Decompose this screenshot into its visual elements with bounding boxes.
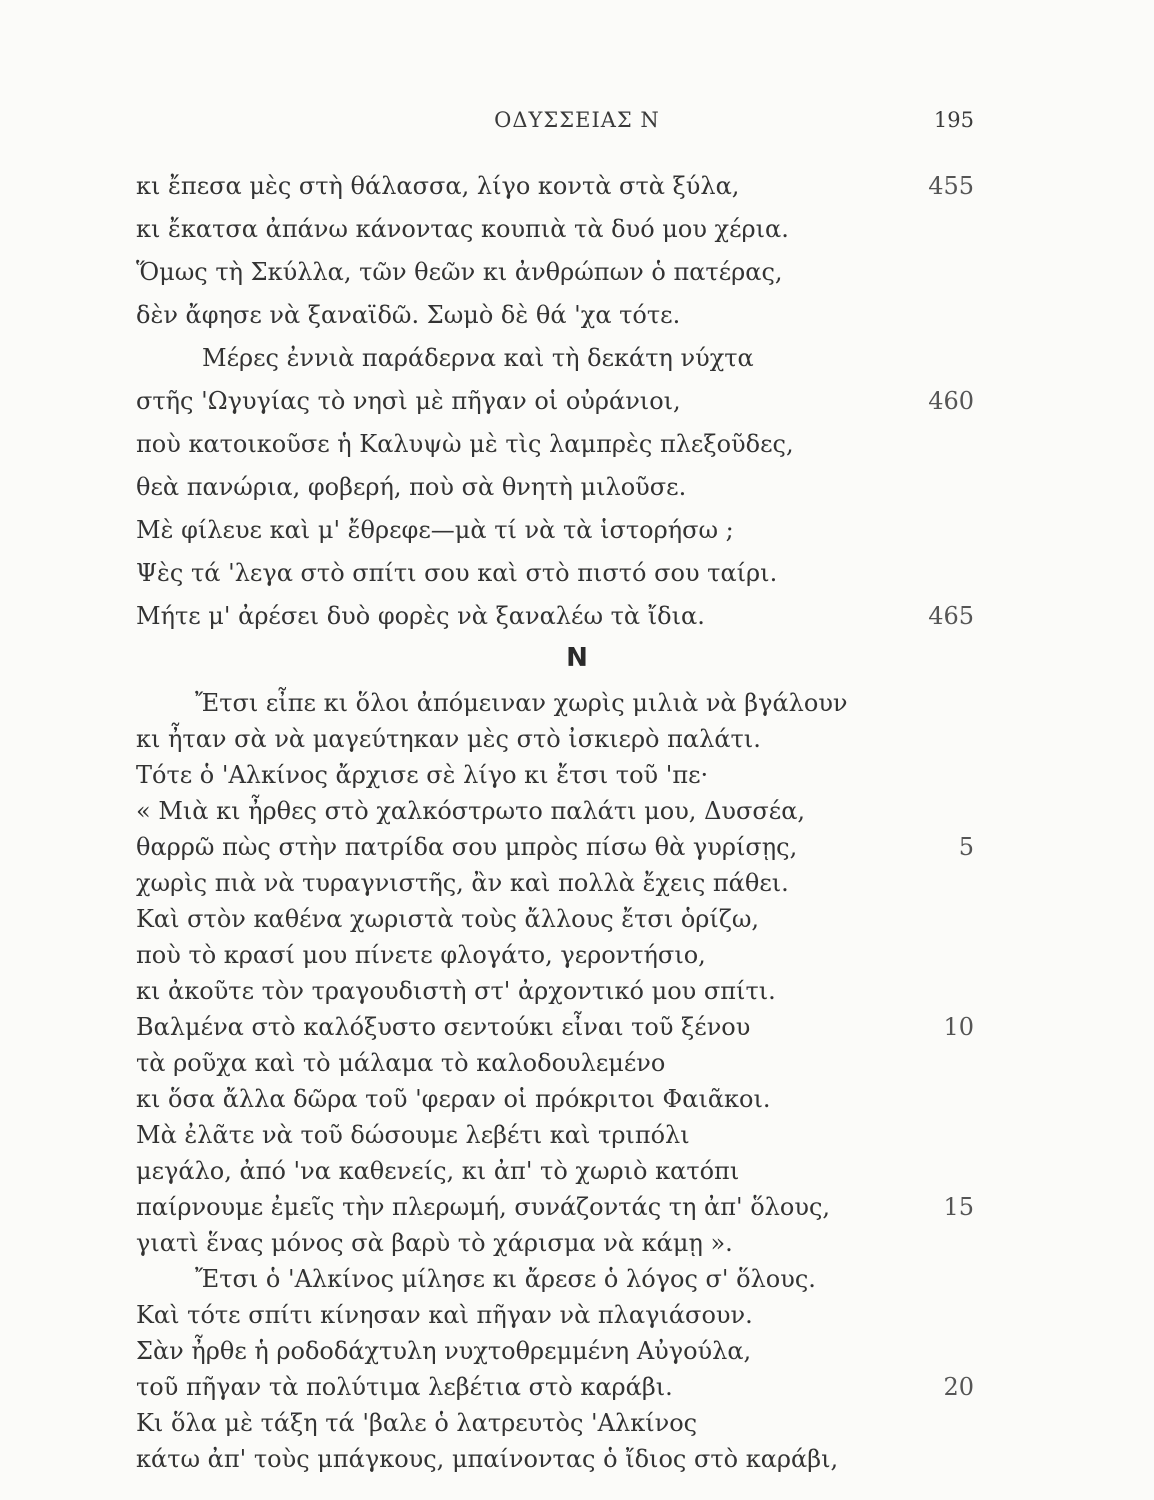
- verse-line: Βαλμένα στὸ καλόξυστο σεντούκι εἶναι τοῦ ξένου: [136, 1013, 751, 1041]
- verse-line: Ἔτσι εἶπε κι ὅλοι ἀπόμειναν χωρὶς μιλιὰ νὰ βγάλουν: [195, 689, 848, 717]
- verse-line: χωρὶς πιὰ νὰ τυραγνιστῆς, ἂν καὶ πολλὰ ἔχεις πάθει.: [136, 869, 789, 897]
- verse-line: δὲν ἄφησε νὰ ξαναϊδῶ. Σωμὸ δὲ θά 'χα τότε.: [136, 301, 681, 329]
- verse-line: μεγάλο, ἀπό 'να καθενείς, κι ἀπ' τὸ χωριὸ κατόπι: [136, 1157, 740, 1185]
- verse-line: ποὺ κατοικοῦσε ἡ Καλυψὼ μὲ τὶς λαμπρὲς πλεξοῦδες,: [136, 430, 794, 458]
- page-number: 195: [933, 108, 974, 132]
- verse-line: γιατὶ ἕνας μόνος σὰ βαρὺ τὸ χάρισμα νὰ κάμῃ ».: [136, 1229, 733, 1257]
- verse-line: Καὶ τότε σπίτι κίνησαν καὶ πῆγαν νὰ πλαγιάσουν.: [136, 1301, 753, 1329]
- verse-line: θεὰ πανώρια, φοβερή, ποὺ σὰ θνητὴ μιλοῦσε.: [136, 473, 687, 501]
- line-number: 5: [958, 833, 974, 861]
- verse-line: Κι ὅλα μὲ τάξη τά 'βαλε ὁ λατρευτὸς 'Αλκίνος: [136, 1409, 698, 1437]
- line-number: 10: [943, 1013, 974, 1041]
- verse-line: κι ὅσα ἄλλα δῶρα τοῦ 'φεραν οἱ πρόκριτοι Φαιᾶκοι.: [136, 1085, 771, 1113]
- line-number: 455: [928, 172, 974, 200]
- verse-line: στῆς 'Ωγυγίας τὸ νησὶ μὲ πῆγαν οἱ οὐράνιοι,: [136, 387, 681, 415]
- verse-line: τοῦ πῆγαν τὰ πολύτιμα λεβέτια στὸ καράβι.: [136, 1373, 673, 1401]
- verse-line: Ἔτσι ὁ 'Αλκίνος μίλησε κι ἄρεσε ὁ λόγος σ' ὅλους.: [195, 1265, 816, 1293]
- verse-line: Τότε ὁ 'Αλκίνος ἄρχισε σὲ λίγο κι ἔτσι τοῦ 'πε·: [136, 761, 709, 789]
- verse-line: Ὅμως τὴ Σκύλλα, τῶν θεῶν κι ἀνθρώπων ὁ πατέρας,: [136, 258, 783, 286]
- verse-line: Μὲ φίλευε καὶ μ' ἔθρεφε—μὰ τί νὰ τὰ ἱστορήσω ;: [136, 516, 734, 544]
- verse-line: Μήτε μ' ἀρέσει δυὸ φορὲς νὰ ξαναλέω τὰ ἴδια.: [136, 602, 705, 630]
- line-number: 465: [928, 602, 974, 630]
- verse-line: Καὶ στὸν καθένα χωριστὰ τοὺς ἄλλους ἔτσι ὁρίζω,: [136, 905, 760, 933]
- verse-line: κι ἔκατσα ἀπάνω κάνοντας κουπιὰ τὰ δυό μου χέρια.: [136, 215, 789, 243]
- line-number: 15: [943, 1193, 974, 1221]
- running-header-title: ΟΔΥΣΣΕΙΑΣ Ν: [494, 108, 660, 132]
- verse-line: κι ἀκοῦτε τὸν τραγουδιστὴ στ' ἀρχοντικό μου σπίτι.: [136, 977, 776, 1005]
- verse-line: ποὺ τὸ κρασί μου πίνετε φλογάτο, γεροντήσιο,: [136, 941, 706, 969]
- verse-line: κι ἦταν σὰ νὰ μαγεύτηκαν μὲς στὸ ἰσκιερὸ παλάτι.: [136, 725, 761, 753]
- verse-line: Μέρες ἐννιὰ παράδερνα καὶ τὴ δεκάτη νύχτα: [202, 344, 754, 372]
- line-number: 460: [928, 387, 974, 415]
- book-letter-heading: Ν: [566, 643, 588, 673]
- verse-line: τὰ ροῦχα καὶ τὸ μάλαμα τὸ καλοδουλεμένο: [136, 1049, 666, 1077]
- verse-line: κι ἔπεσα μὲς στὴ θάλασσα, λίγο κοντὰ στὰ ξύλα,: [136, 172, 740, 200]
- verse-line: παίρνουμε ἐμεῖς τὴν πλερωμή, συνάζοντάς τη ἀπ' ὅλους,: [136, 1193, 831, 1221]
- verse-line: θαρρῶ πὼς στὴν πατρίδα σου μπρὸς πίσω θὰ γυρίσῃς,: [136, 833, 798, 861]
- line-number: 20: [943, 1373, 974, 1401]
- verse-line: κάτω ἀπ' τοὺς μπάγκους, μπαίνοντας ὁ ἴδιος στὸ καράβι,: [136, 1445, 839, 1473]
- verse-line: Ψὲς τά 'λεγα στὸ σπίτι σου καὶ στὸ πιστό σου ταίρι.: [136, 559, 778, 587]
- verse-line: « Μιὰ κι ἦρθες στὸ χαλκόστρωτο παλάτι μου, Δυσσέα,: [136, 797, 806, 825]
- verse-line: Μὰ ἐλᾶτε νὰ τοῦ δώσουμε λεβέτι καὶ τριπόλι: [136, 1121, 690, 1149]
- verse-line: Σὰν ἦρθε ἡ ροδοδάχτυλη νυχτοθρεμμένη Αὐγούλα,: [136, 1337, 752, 1365]
